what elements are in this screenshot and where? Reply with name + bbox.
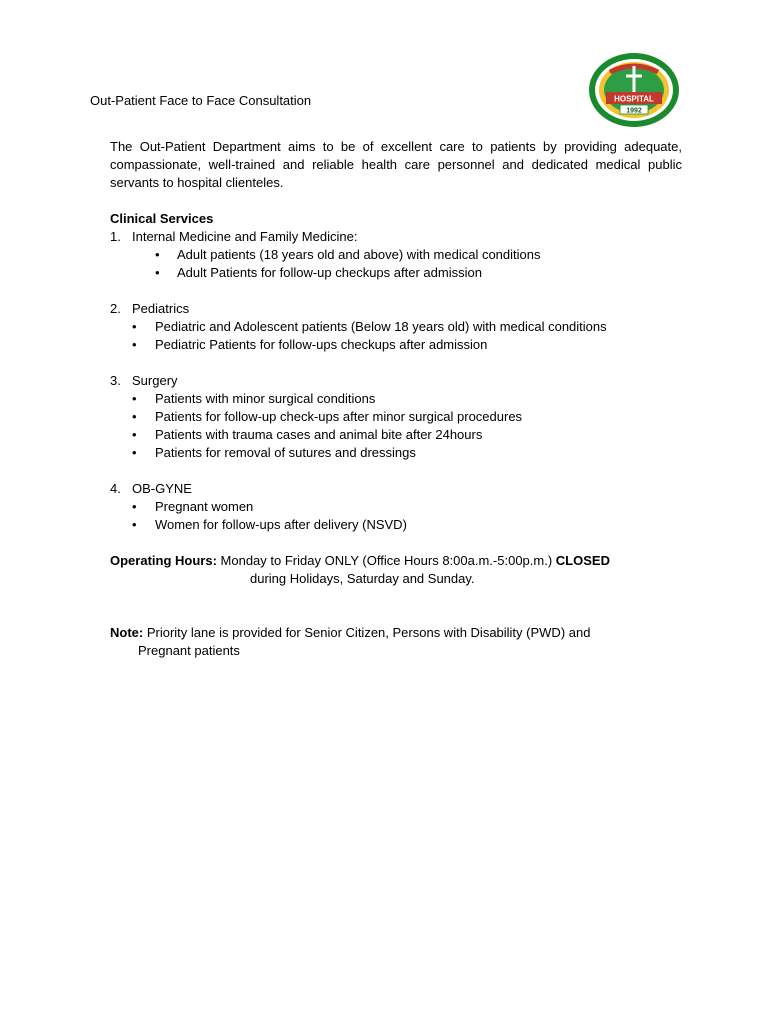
list-item [110,318,682,336]
note-label: Note: [110,625,144,640]
operating-hours [110,552,682,570]
note [110,624,682,642]
hospital-logo [588,52,680,128]
service-bullets [110,246,682,282]
logo-banner-text: HOSPITAL [614,94,654,104]
intro-paragraph: The Out-Patient Department aims to be of excellent care to patients by providing adequate, compassionate, well-trained and reliable health care personnel and dedicated medical public servants to hospital clienteles. [110,139,682,190]
list-item [110,516,682,534]
bullet-text: Pediatric Patients for follow-ups checkups after admission [155,337,488,352]
list-item [110,246,682,264]
bullet-text: Patients with trauma cases and animal bite after 24hours [155,427,483,442]
list-item [110,336,682,354]
bullet-text: Adult Patients for follow-up checkups after admission [177,265,482,280]
service-number: 1. [110,229,121,244]
bullet-text: Patients for removal of sutures and dressings [155,445,416,460]
bullet-icon: • [132,391,137,406]
service-section [110,372,682,462]
bullet-icon: • [132,427,137,442]
service-item [110,300,682,318]
service-number: 3. [110,373,121,388]
service-name: Surgery [132,373,178,388]
logo-year-text: 1992 [626,107,642,115]
bullet-icon: • [132,499,137,514]
service-number: 4. [110,481,121,496]
operating-hours-label: Operating Hours: [110,553,217,568]
bullet-icon: • [132,337,137,352]
list-item [110,444,682,462]
clinical-services-heading: Clinical Services [110,211,214,226]
service-item [110,372,682,390]
service-bullets [110,390,682,462]
bullet-icon: • [155,247,160,262]
list-item [110,426,682,444]
bullet-icon: • [132,517,137,532]
document-title: Out-Patient Face to Face Consultation [90,93,312,108]
bullet-icon: • [132,409,137,424]
service-section [110,228,682,282]
service-bullets [110,318,682,354]
bullet-icon: • [132,319,137,334]
bullet-text: Patients with minor surgical conditions [155,391,376,406]
closed-label: CLOSED [555,553,610,568]
service-item [110,228,682,246]
service-item [110,480,682,498]
bullet-icon: • [132,445,137,460]
service-name: Pediatrics [132,301,190,316]
bullet-text: Adult patients (18 years old and above) with medical conditions [177,247,541,262]
service-name: OB-GYNE [132,481,192,496]
operating-hours-continuation: during Holidays, Saturday and Sunday. [250,571,475,586]
bullet-text: Pregnant women [155,499,254,514]
hospital-seal-icon [588,52,680,128]
service-section [110,300,682,354]
bullet-text: Patients for follow-up check-ups after minor surgical procedures [155,409,523,424]
note-text: Priority lane is provided for Senior Citizen, Persons with Disability (PWD) and [146,625,591,640]
list-item [110,408,682,426]
bullet-text: Women for follow-ups after delivery (NSVD) [155,517,407,532]
note-continuation: Pregnant patients [138,643,240,658]
document-body [110,138,682,660]
bullet-icon: • [155,265,160,280]
operating-hours-text: Monday to Friday ONLY (Office Hours 8:00a.m.-5:00p.m.) [220,553,553,568]
list-item [110,390,682,408]
list-item [110,498,682,516]
list-item [110,264,682,282]
service-section [110,480,682,534]
service-bullets [110,498,682,534]
service-number: 2. [110,301,121,316]
service-name: Internal Medicine and Family Medicine: [132,229,358,244]
bullet-text: Pediatric and Adolescent patients (Below 18 years old) with medical conditions [155,319,607,334]
